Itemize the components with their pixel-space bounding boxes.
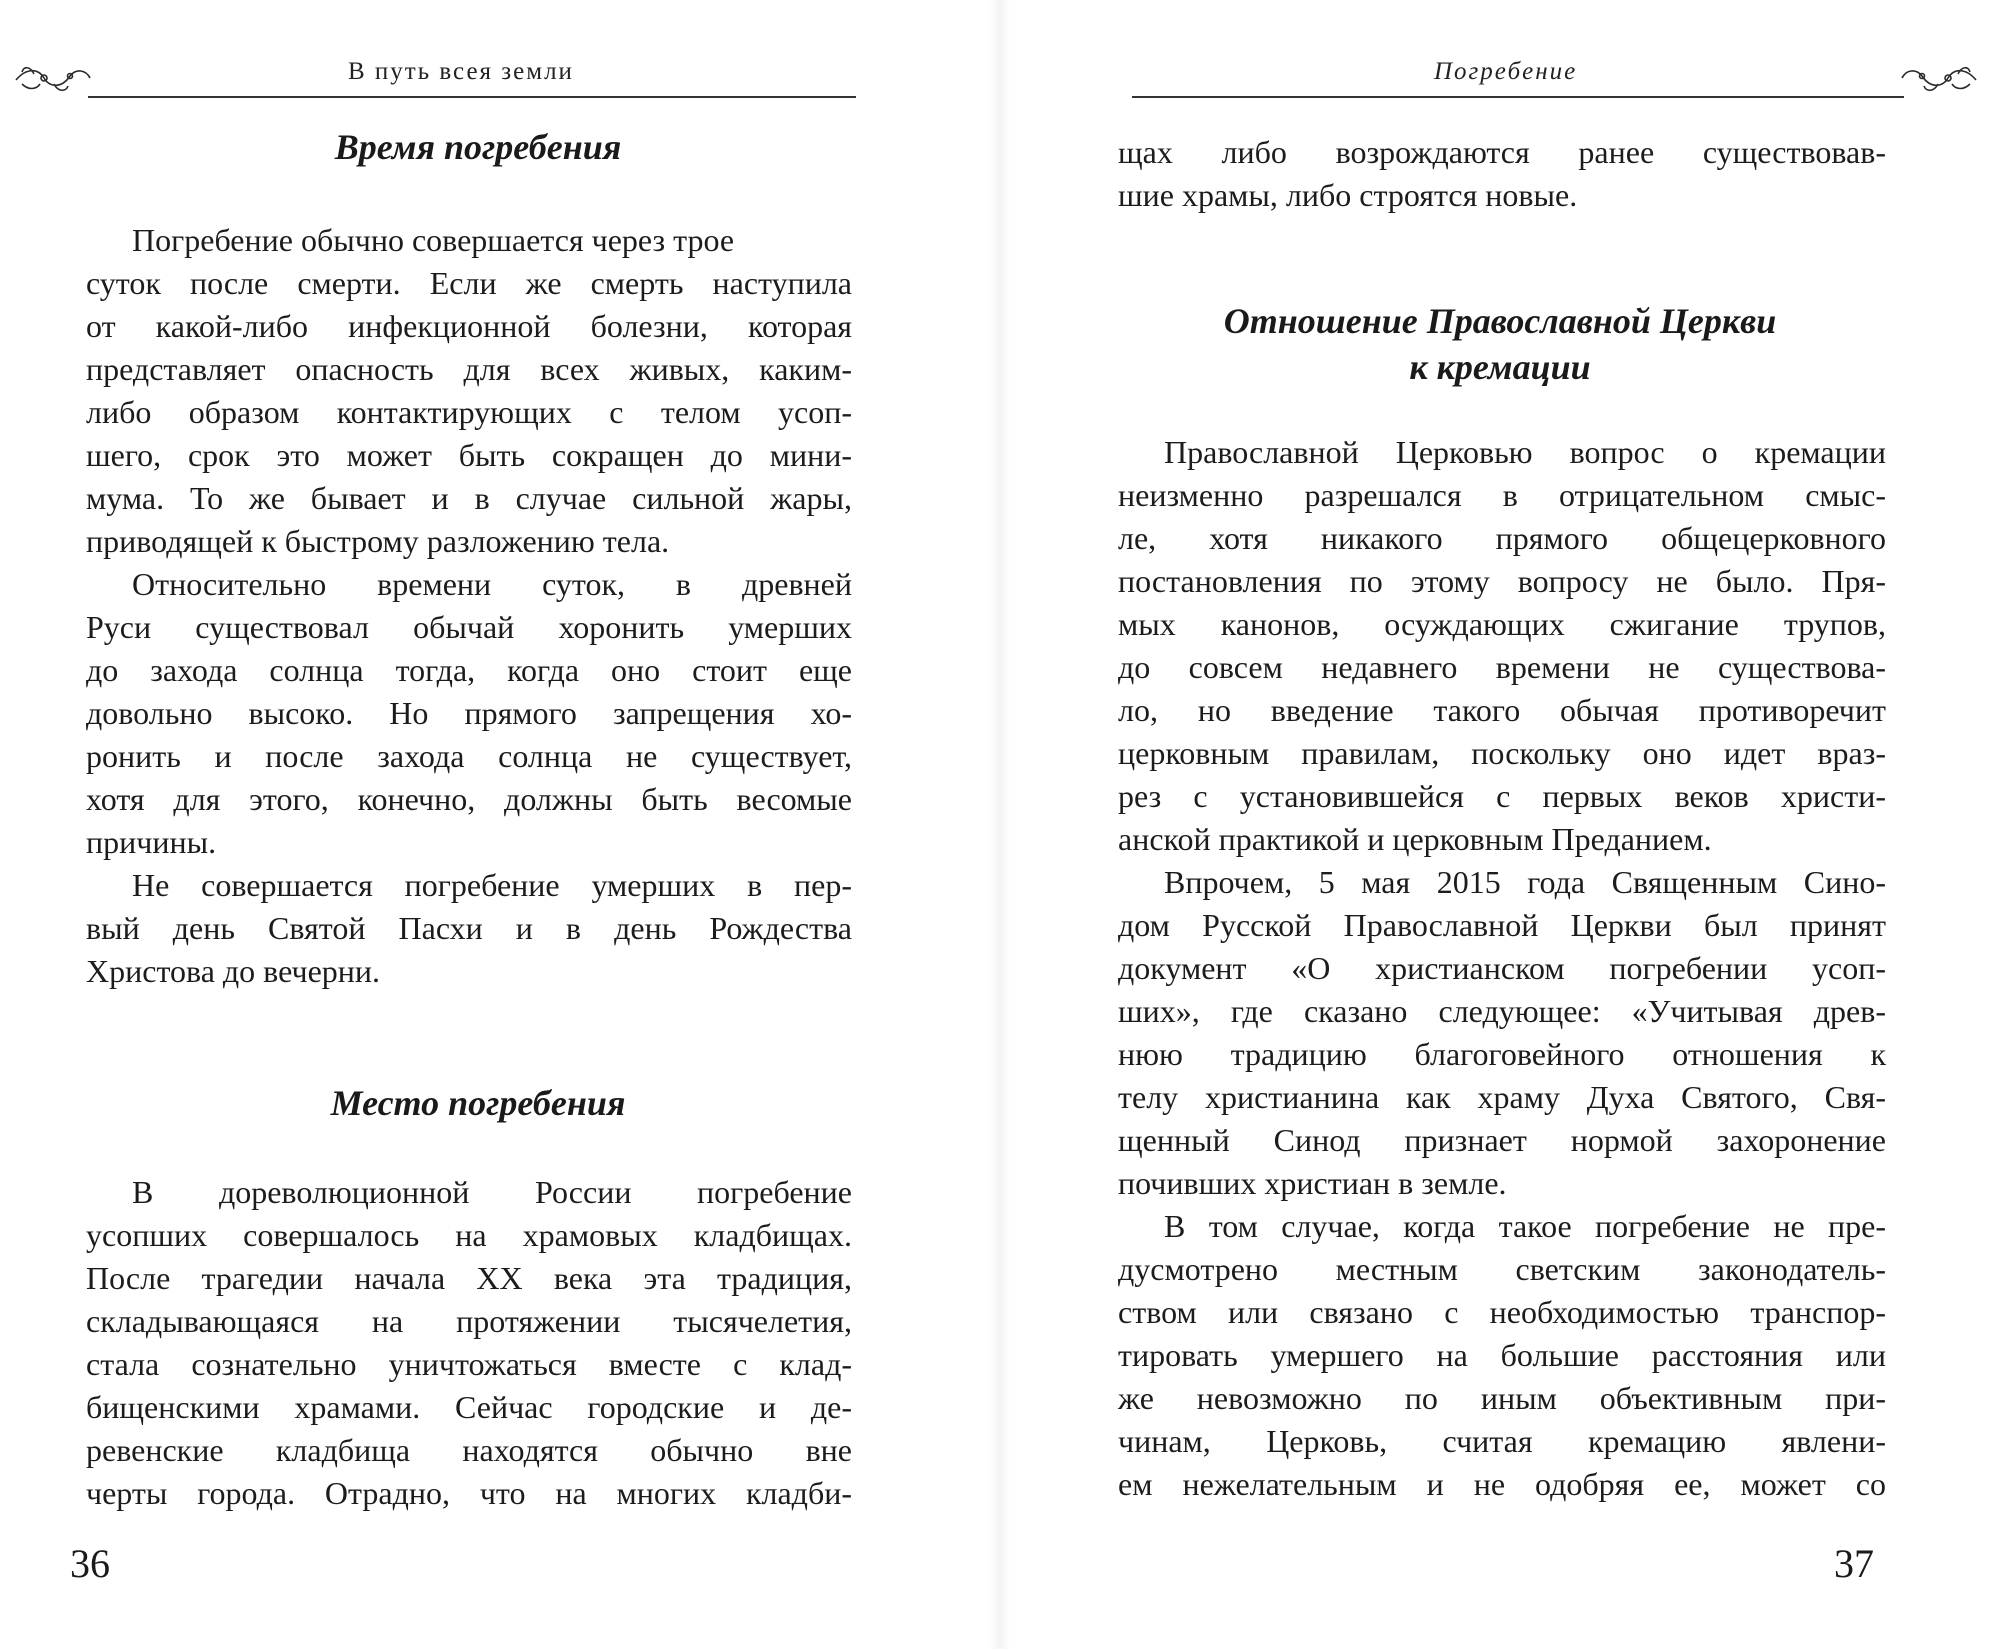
text-line: чинам, Церковь, считая кремацию явлени- — [1118, 1423, 1886, 1459]
text-line: приводящей к быстрому разложению тела. — [86, 523, 670, 559]
text-line: щах либо возрождаются ранее существовав- — [1118, 134, 1886, 170]
text-line: анской практикой и церковным Преданием. — [1118, 821, 1712, 857]
text-line: ших», где сказано следующее: «Учитывая древ- — [1118, 993, 1886, 1029]
section-title-burial-place: Место погребения — [330, 1083, 626, 1123]
text-line: вый день Святой Пасхи и в день Рождества — [86, 910, 852, 946]
text-line: рез с установившейся с первых веков христи- — [1118, 778, 1886, 814]
text-line: довольно высоко. Но прямого запрещения хо- — [86, 695, 852, 731]
floral-ornament-icon — [14, 62, 92, 96]
text-line: тировать умершего на большие расстояния или — [1118, 1337, 1886, 1373]
text-line: Православной Церковью вопрос о кремации — [1164, 434, 1886, 470]
text-line: неизменно разрешался в отрицательном смыс- — [1118, 477, 1886, 513]
text-line: ло, но введение такого обычая противоречит — [1118, 692, 1886, 728]
text-line: Относительно времени суток, в древней — [132, 566, 852, 602]
text-line: дом Русской Православной Церкви был принят — [1118, 907, 1886, 943]
text-line: суток после смерти. Если же смерть наступила — [86, 265, 852, 301]
text-line: представляет опасность для всех живых, каким- — [86, 351, 852, 387]
text-line: дусмотрено местным светским законодатель- — [1118, 1251, 1886, 1287]
text-line: В дореволюционной России погребение — [132, 1174, 852, 1210]
right-page — [1000, 0, 2000, 1649]
text-line: ревенские кладбища находятся обычно вне — [86, 1432, 852, 1468]
text-line: до захода солнца тогда, когда оно стоит еще — [86, 652, 852, 688]
text-line: до совсем недавнего времени не существова- — [1118, 649, 1886, 685]
text-line: Погребение обычно совершается через трое — [132, 222, 735, 258]
text-line: документ «О христианском погребении усоп- — [1118, 950, 1886, 986]
text-line: мума. То же бывает и в случае сильной жары, — [86, 480, 852, 516]
text-line: нюю традицию благоговейного отношения к — [1118, 1036, 1886, 1072]
text-line: щенный Синод признает нормой захоронение — [1118, 1122, 1886, 1158]
text-line: черты города. Отрадно, что на многих кладби- — [86, 1475, 852, 1511]
text-line: шего, срок это может быть сокращен до мини- — [86, 437, 852, 473]
text-line: ем нежелательным и не одобряя ее, может со — [1118, 1466, 1886, 1502]
section-title-cremation-line2: к кремации — [1409, 347, 1591, 387]
running-head-left: В путь всея земли — [348, 58, 574, 85]
text-line: ством или связано с необходимостью транспор- — [1118, 1294, 1886, 1330]
text-line: складывающаяся на протяжении тысячелетия, — [86, 1303, 852, 1339]
text-line: После трагедии начала XX века эта традиция, — [86, 1260, 852, 1296]
text-line: Впрочем, 5 мая 2015 года Священным Сино- — [1164, 864, 1886, 900]
text-line: постановления по этому вопросу не было. Пря- — [1118, 563, 1886, 599]
text-line: бищенскими храмами. Сейчас городские и де- — [86, 1389, 852, 1425]
text-line: церковным правилам, поскольку оно идет враз- — [1118, 735, 1886, 771]
text-line: причины. — [86, 824, 217, 860]
header-rule-right — [1132, 96, 1904, 98]
text-line: либо образом контактирующих с телом усоп- — [86, 394, 852, 430]
text-line: стала сознательно уничтожаться вместе с клад- — [86, 1346, 852, 1382]
text-line: хотя для этого, конечно, должны быть весомые — [86, 781, 852, 817]
text-line: Не совершается погребение умерших в пер- — [132, 867, 852, 903]
text-line: от какой-либо инфекционной болезни, которая — [86, 308, 852, 344]
text-line: мых канонов, осуждающих сжигание трупов, — [1118, 606, 1886, 642]
section-title-cremation-line1: Отношение Православной Церкви — [1223, 301, 1777, 341]
text-line: ле, хотя никакого прямого общецерковного — [1118, 520, 1886, 556]
page-number-left: 36 — [70, 1541, 110, 1586]
header-rule-left — [88, 96, 856, 98]
page-number-right: 37 — [1834, 1541, 1874, 1586]
text-line: Христова до вечерни. — [86, 953, 381, 989]
text-line: же невозможно по иным объективным при- — [1118, 1380, 1886, 1416]
text-line: ронить и после захода солнца не существует, — [86, 738, 852, 774]
running-head-right: Погребение — [1434, 58, 1578, 85]
text-line: В том случае, когда такое погребение не пре- — [1164, 1208, 1886, 1244]
text-line: телу христианина как храму Духа Святого, Свя- — [1118, 1079, 1886, 1115]
text-line: почивших христиан в земле. — [1118, 1165, 1507, 1201]
floral-ornament-icon — [1900, 62, 1978, 96]
text-line: усопших совершалось на храмовых кладбищах. — [86, 1217, 852, 1253]
text-line: шие храмы, либо строятся новые. — [1118, 177, 1578, 213]
text-line: Руси существовал обычай хоронить умерших — [86, 609, 852, 645]
section-title-burial-time: Время погребения — [334, 127, 622, 167]
